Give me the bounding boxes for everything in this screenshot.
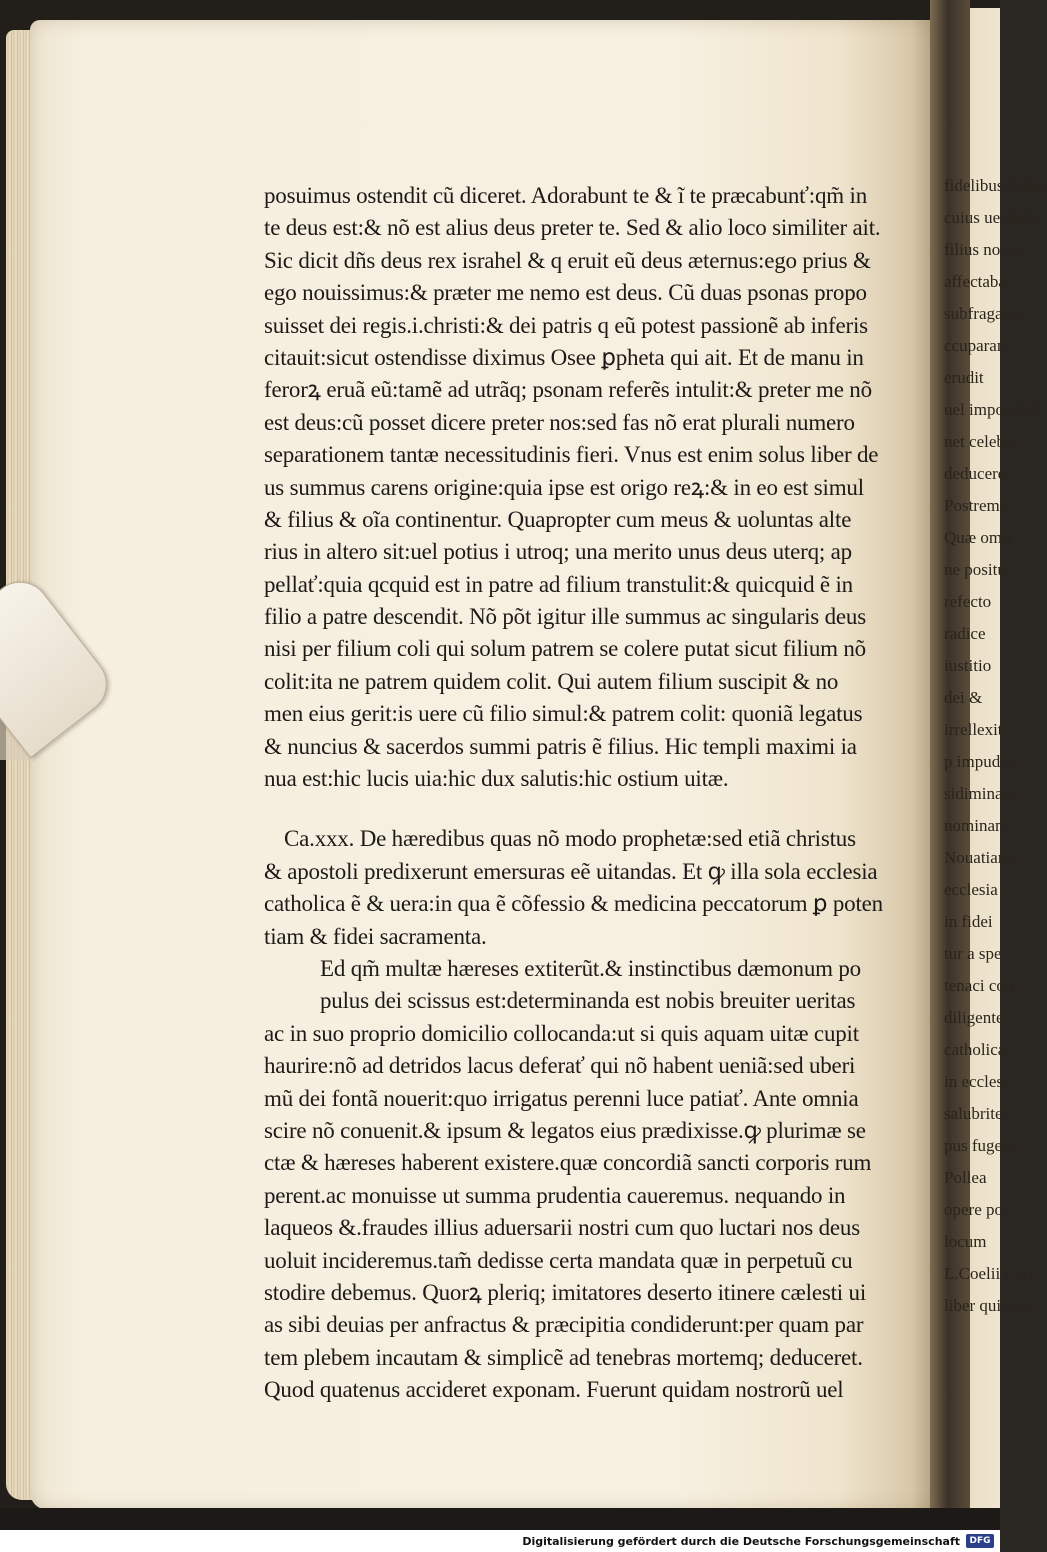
chapter-heading-line: & apostoli predixerunt emersuras eẽ uitandas. Et ꝙ illa sola ecclesia xyxy=(264,858,878,884)
right-page-line: L.Coelii Lact xyxy=(944,1264,1035,1283)
footer-bar xyxy=(0,1530,1000,1552)
paragraph-opening-line: Ed qm̃ multæ hæreses extiterũt.& instinctibus dæmonum po xyxy=(320,955,861,981)
right-page-line: irrellexit xyxy=(944,720,1003,739)
text-line: stodire debemus. Quorꝝ pleriq; imitatores deserto itinere cælesti ui xyxy=(264,1279,867,1305)
right-page-line: ecclesia xyxy=(944,880,998,899)
bottom-dark-strip xyxy=(0,1508,1000,1530)
right-page-line: in ecclesi xyxy=(944,1072,1008,1091)
chapter-heading xyxy=(264,823,889,953)
text-line: haurire:nõ ad detridos lacus deferať qui nõ habent ueniã:sed uberi xyxy=(264,1053,856,1079)
text-line: nua est:hic lucis uia:hic dux salutis:hic ostium uitæ. xyxy=(264,766,729,792)
text-line: men eius gerit:is uere cũ filio simul:& patrem colit: quoniã legatus xyxy=(264,701,863,727)
text-line: filio a patre descendit. Nõ põt igitur ille summus ac singularis deus xyxy=(264,604,866,630)
text-line: us summus carens origine:quia ipse est origo reꝝ:& in eo est simul xyxy=(264,474,864,500)
right-page-line: Pollea xyxy=(944,1168,987,1187)
text-line: perent.ac monuisse ut summa prudentia caueremus. nequando in xyxy=(264,1182,846,1208)
paragraph-body xyxy=(264,1018,889,1407)
text-line: posuimus ostendit cũ diceret. Adorabunt te & ĩ te præcabunť:qm̃ in xyxy=(264,183,868,208)
right-page-line: liber quintus xyxy=(944,1296,1030,1315)
text-line: & filius & oĩa continentur. Quapropter cum meus & uoluntas alte xyxy=(264,506,852,532)
right-page-line: net celeber xyxy=(944,432,1019,451)
right-page-line: tur a spe xyxy=(944,944,1002,963)
right-page-line: Nouatiana xyxy=(944,848,1014,867)
right-page-text xyxy=(944,170,1047,1322)
right-page-line: deducere xyxy=(944,464,1006,483)
right-page-line: filius nosce xyxy=(944,240,1022,259)
right-page-line: p impuden xyxy=(944,752,1017,771)
right-page-line: subfragator xyxy=(944,304,1022,323)
text-line: nisi per filium coli qui solum patrem se colere putat sicut filium nõ xyxy=(264,636,866,662)
text-line: ctæ & hæreses haberent existere.quæ concordiã sancti corporis rum xyxy=(264,1150,872,1176)
chapter-heading-line: tiam & fidei sacramenta. xyxy=(264,923,487,949)
text-line: est deus:cũ posset dicere preter nos:sed fas nõ erat plurali numero xyxy=(264,409,855,435)
text-line: Quod quatenus accideret exponam. Fuerunt quidam nostrorũ uel xyxy=(264,1377,844,1403)
dfg-logo-icon: DFG xyxy=(966,1534,994,1548)
right-page-line: radice xyxy=(944,624,986,643)
right-page-line: salubriter xyxy=(944,1104,1009,1123)
text-line: mũ dei fontã nouerit:quo irrigatus perenni luce patiať. Ante omnia xyxy=(264,1085,859,1111)
right-page-line: affectaba xyxy=(944,272,1006,291)
paragraph-opening-line: pulus dei scissus est:determinanda est nobis breuiter ueritas xyxy=(320,988,856,1014)
text-line: pellať:quia qcquid est in patre ad filium transtulit:& quicquid ẽ in xyxy=(264,571,853,597)
text-line: colit:ita ne patrem quidem colit. Qui autem filium suscipit & no xyxy=(264,668,839,694)
text-line: te deus est:& nõ est alius deus preter te. Sed & alio loco similiter ait. xyxy=(264,215,881,241)
text-line: ferorꝝ eruã eũ:tamẽ ad utrãq; psonam referẽs intulit:& preter me nõ xyxy=(264,377,872,403)
text-line: separationem tantæ necessitudinis fieri. Vnus est enim solus liber de xyxy=(264,442,879,468)
right-page-line: opere po xyxy=(944,1200,1004,1219)
chapter-heading-line: Ca.xxx. De hæredibus quas nõ modo prophetæ:sed etiã christus xyxy=(284,826,856,852)
text-line: ego nouissimus:& præter me nemo est deus. Cũ duas psonas propo xyxy=(264,280,867,306)
text-line: ac in suo proprio domicilio collocanda:ut si quis aquam uitæ cupit xyxy=(264,1020,859,1046)
right-page-line: locum xyxy=(944,1232,987,1251)
paragraph-opening xyxy=(264,953,889,1018)
text-line: citauit:sicut ostendisse diximus Osee ꝑpheta qui ait. Et de manu in xyxy=(264,344,864,370)
right-page-line: erudit xyxy=(944,368,984,387)
right-page-line: dei & xyxy=(944,688,983,707)
right-page-line: cuius ueritatis xyxy=(944,208,1039,227)
text-line: rius in altero sit:uel potius i utroq; una merito unus deus uterq; ap xyxy=(264,539,852,565)
right-page-line: pus fugere xyxy=(944,1136,1016,1155)
right-page-line: Quæ omn xyxy=(944,528,1011,547)
right-page-line: nominant xyxy=(944,816,1009,835)
right-page-line: sidiminare xyxy=(944,784,1016,803)
text-line: Sic dicit dñs deus rex israhel & q eruit eũ deus æternus:ego prius & xyxy=(264,247,871,273)
text-line: laqueos &.fraudes illius aduersarii nostri cum quo luctari nos deus xyxy=(264,1215,860,1241)
text-line: tem plebem incautam & simplicẽ ad tenebras mortemq; deduceret. xyxy=(264,1344,863,1370)
main-text-block xyxy=(264,180,889,1406)
right-page-line: ne positur xyxy=(944,560,1012,579)
section-gap xyxy=(264,795,889,823)
text-line: as sibi deuias per anfractus & præcipitia condiderunt:per quam par xyxy=(264,1312,864,1338)
text-line: & nuncius & sacerdos summi patris ẽ filius. Hic templi maximi ia xyxy=(264,733,857,759)
text-line: uoluit incideremus.tam̃ dedisse certa mandata quæ in perpetuũ cu xyxy=(264,1247,853,1273)
right-page-line: diligente xyxy=(944,1008,1004,1027)
right-page-line: uel impossibil xyxy=(944,400,1040,419)
chapter-heading-line: catholica ẽ & uera:in qua ẽ cõfessio & medicina peccatorum ꝑ poten xyxy=(264,891,883,917)
right-page-line: fidelibus fidem xyxy=(944,176,1047,195)
right-page-line: tenaci con xyxy=(944,976,1014,995)
text-line: scire nõ conuenit.& ipsum & legatos eius prædixisse.ꝙ plurimæ se xyxy=(264,1117,866,1143)
passage-part-1 xyxy=(264,180,889,795)
text-line: suisset dei regis.i.christi:& dei patris q eũ potest passionẽ ab inferis xyxy=(264,312,868,338)
right-page-line: in fidei xyxy=(944,912,993,931)
footer-credit: Digitalisierung gefördert durch die Deutsche Forschungsgemeinschaft xyxy=(522,1534,960,1548)
right-page-line: iustitio xyxy=(944,656,992,675)
right-page-line: catholica xyxy=(944,1040,1006,1059)
right-page-line: Postremo xyxy=(944,496,1009,515)
right-page-line: refecto xyxy=(944,592,992,611)
right-page-line: ccuparam xyxy=(944,336,1011,355)
